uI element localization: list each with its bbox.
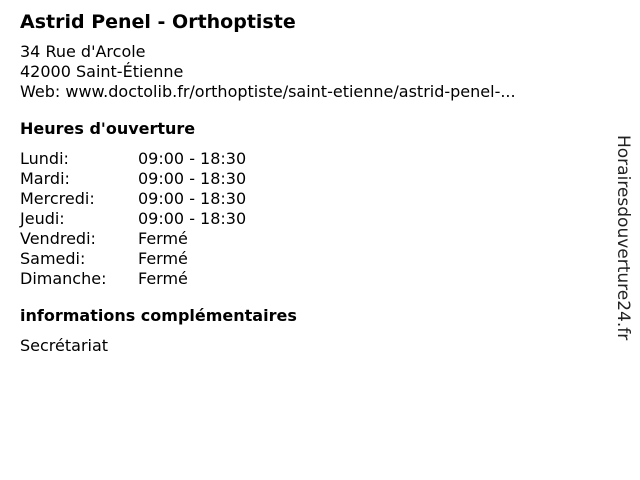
day-label: Dimanche: <box>20 269 107 288</box>
hours-row-monday <box>20 149 600 169</box>
day-label: Jeudi: <box>20 209 65 228</box>
day-hours: 09:00 - 18:30 <box>138 209 247 228</box>
website-label: Web: <box>20 82 61 101</box>
address-block <box>20 42 600 102</box>
additional-info-text: Secrétariat <box>20 336 109 355</box>
website-line <box>20 82 600 102</box>
day-hours: 09:00 - 18:30 <box>138 169 247 188</box>
day-label: Lundi: <box>20 149 69 168</box>
opening-hours-heading: Heures d'ouverture <box>20 119 196 138</box>
business-name: Astrid Penel - Orthoptiste <box>20 11 296 33</box>
day-label: Vendredi: <box>20 229 96 248</box>
day-hours: 09:00 - 18:30 <box>138 189 247 208</box>
hours-row-wednesday <box>20 189 600 209</box>
day-label: Mercredi: <box>20 189 95 208</box>
postal-city: 42000 Saint-Étienne <box>20 62 184 81</box>
day-hours: Fermé <box>138 249 188 268</box>
hours-row-friday <box>20 229 600 249</box>
site-watermark: Horairesdouverture24.fr <box>613 135 633 341</box>
business-card <box>20 8 600 356</box>
website-link[interactable]: www.doctolib.fr/orthoptiste/saint-etienne/astrid-penel-... <box>65 82 516 101</box>
day-label: Samedi: <box>20 249 86 268</box>
street-address: 34 Rue d'Arcole <box>20 42 146 61</box>
hours-row-tuesday <box>20 169 600 189</box>
day-hours: Fermé <box>138 229 188 248</box>
hours-row-saturday <box>20 249 600 269</box>
day-label: Mardi: <box>20 169 70 188</box>
day-hours: 09:00 - 18:30 <box>138 149 247 168</box>
hours-row-thursday <box>20 209 600 229</box>
day-hours: Fermé <box>138 269 188 288</box>
opening-hours-table <box>20 149 600 289</box>
hours-row-sunday <box>20 269 600 289</box>
additional-info-heading: informations complémentaires <box>20 306 297 325</box>
